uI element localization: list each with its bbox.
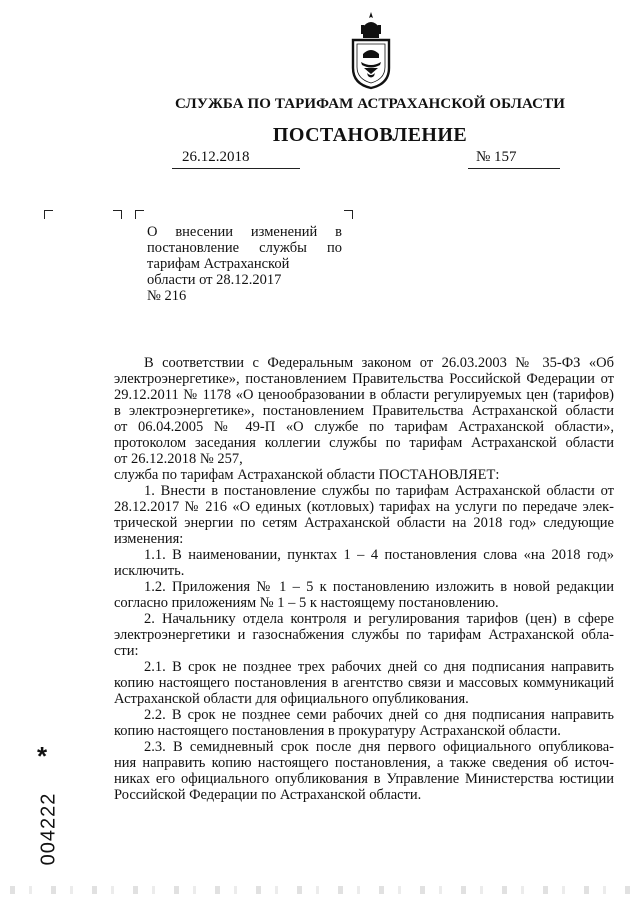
body-line: ния направить копию настоящего постановления, а также сведения об источ-: [114, 755, 614, 771]
body-line: копию настоящего постановления в агентство связи и массовых коммуникаций: [114, 675, 614, 691]
body-line: электроэнергетике», постановлением Правительства Российской Федерации от: [114, 371, 614, 387]
body-line: 2.1. В срок не позднее трех рабочих дней со дня подписания направить: [144, 659, 614, 675]
body-line: трической энергии по сетям Астраханской области на 2018 год» следующие: [114, 515, 614, 531]
document-subject: [147, 224, 342, 304]
corner-mark-top-right-left: [113, 210, 122, 219]
subject-line: № 216: [147, 288, 187, 304]
corner-mark-top-left-right: [135, 210, 144, 219]
body-line: Астраханской области для официального опубликования.: [114, 691, 469, 707]
stamp-number: 004222: [37, 792, 60, 866]
subject-line: постановление службы по: [147, 240, 342, 256]
body-line: протоколом заседания коллегии службы по тарифам Астраханской области: [114, 435, 614, 451]
body-line: 28.12.2017 № 216 «О единых (котловых) тарифах на услуги по передаче элек-: [114, 499, 614, 515]
body-line: Российской Федерации по Астраханской области.: [114, 787, 422, 803]
body-line: от 06.04.2005 № 49-П «О службе по тарифам Астраханской области»,: [114, 419, 614, 435]
document-number: № 157: [476, 149, 517, 165]
body-line: 1.2. Приложения № 1 – 5 к постановлению изложить в новой редакции: [144, 579, 614, 595]
number-underline: [468, 168, 560, 169]
body-line: 29.12.2011 № 1178 «О ценообразовании в области регулируемых цен (тарифов): [114, 387, 614, 403]
corner-mark-top-left-outer: [44, 210, 53, 219]
body-line: от 26.12.2018 № 257,: [114, 451, 243, 467]
subject-line: области от 28.12.2017: [147, 272, 282, 288]
body-line: сти:: [114, 643, 139, 659]
body-line: в электроэнергетике», постановлением Правительства Астраханской области: [114, 403, 614, 419]
subject-line: О внесении изменений в: [147, 224, 342, 240]
registration-stamp: [33, 741, 65, 866]
body-line: изменения:: [114, 531, 184, 547]
body-line: электроэнергетики и газоснабжения службы по тарифам Астраханской обла-: [114, 627, 614, 643]
body-line: согласно приложениям № 1 – 5 к настоящему постановлению.: [114, 595, 499, 611]
organization-name: СЛУЖБА ПО ТАРИФАМ АСТРАХАНСКОЙ ОБЛАСТИ: [175, 96, 565, 112]
subject-line: тарифам Астраханской: [147, 256, 290, 272]
body-line: 2. Начальнику отдела контроля и регулирования тарифов (цен) в сфере: [144, 611, 614, 627]
document-date: 26.12.2018: [182, 149, 250, 165]
corner-mark-top-right-outer: [344, 210, 353, 219]
body-line: никах его официального опубликования в Управление Министерства юстиции: [114, 771, 614, 787]
stamp-star: *: [37, 741, 48, 771]
body-line: 2.2. В срок не позднее семи рабочих дней со дня подписания направить: [144, 707, 614, 723]
body-line: исключить.: [114, 563, 185, 579]
body-line: копию настоящего постановления в прокуратуру Астраханской области.: [114, 723, 561, 739]
body-line: 2.3. В семидневный срок после дня первого официального опубликова-: [144, 739, 614, 755]
document-type-title: ПОСТАНОВЛЕНИЕ: [272, 124, 468, 146]
document-body: [114, 355, 614, 803]
body-line: 1.1. В наименовании, пунктах 1 – 4 постановления слова «на 2018 год»: [144, 547, 614, 563]
body-line: В соответствии с Федеральным законом от 26.03.2003 № 35-ФЗ «Об: [144, 355, 614, 371]
body-line: служба по тарифам Астраханской области ПОСТАНОВЛЯЕТ:: [114, 467, 500, 483]
body-line: 1. Внести в постановление службы по тарифам Астраханской области от: [144, 483, 614, 499]
date-underline: [172, 168, 300, 169]
scan-noise-strip: [10, 886, 630, 894]
coat-of-arms-icon: [349, 10, 393, 90]
